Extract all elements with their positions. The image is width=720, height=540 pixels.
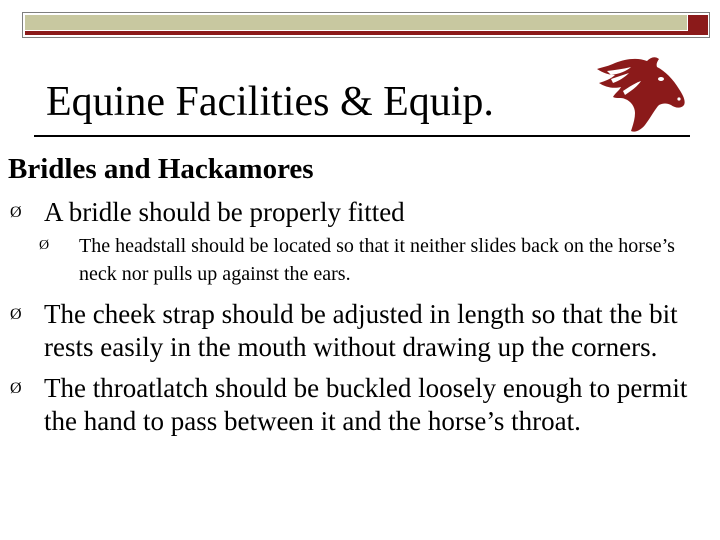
bullet-item-level1	[10, 196, 710, 229]
bullet-item-level1	[10, 298, 716, 364]
arrowhead-bullet-icon: Ø	[10, 306, 22, 323]
horse-head-logo-icon	[585, 55, 690, 135]
bullet-item-level2	[39, 232, 709, 290]
top-bar-maroon-block	[688, 15, 708, 35]
bullet-text: The cheek strap should be adjusted in length so that the bit rests easily in the mouth without drawing up the corners.	[44, 299, 678, 362]
top-bar-olive-band	[25, 15, 687, 30]
top-bar-maroon-line	[25, 31, 708, 35]
top-decorative-bar	[22, 12, 710, 38]
arrowhead-bullet-icon: Ø	[10, 204, 22, 221]
bullet-text: A bridle should be properly fitted	[44, 197, 405, 227]
arrowhead-bullet-icon: Ø	[39, 238, 50, 253]
title-underline-rule	[34, 135, 690, 137]
bullet-text: The throatlatch should be buckled loosely enough to permit the hand to pass between it and the horse’s throat.	[44, 373, 688, 436]
slide-title: Equine Facilities & Equip.	[46, 79, 494, 125]
bullet-item-level1	[10, 372, 716, 438]
arrowhead-bullet-icon: Ø	[10, 380, 22, 397]
section-subheading: Bridles and Hackamores	[8, 153, 314, 185]
bullet-text: The headstall should be located so that it neither slides back on the horse’s neck nor pulls up against the ears.	[79, 235, 675, 285]
